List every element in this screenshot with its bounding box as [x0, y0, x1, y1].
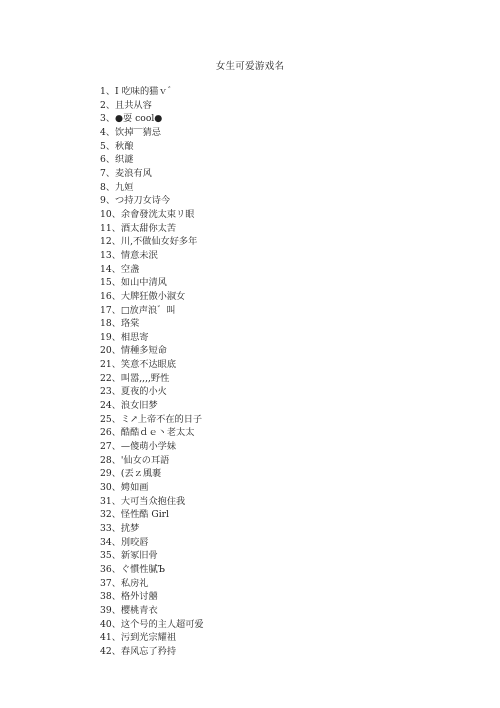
list-item: 3、●耍 cool● — [100, 113, 163, 125]
list-item: 40、这个号的主人超可爱 — [100, 618, 204, 630]
list-item: 11、酒太甜你太苦 — [100, 222, 177, 234]
list-item: 15、如山中清风 — [100, 277, 167, 289]
list-item: 33、扰梦 — [100, 523, 140, 534]
list-item: 26、酷酷ｄｅ丶老太太 — [100, 427, 195, 439]
list-item: 25、ミ↗上帝不在的日子 — [100, 413, 203, 425]
list-item: 1、I 吃味的猫ｖ゛ — [100, 86, 177, 97]
list-item: 8、九姮 — [100, 181, 134, 193]
list-item: 4、饮掉‾‾猜忌 — [100, 126, 161, 138]
list-item: 34、別咬唇 — [100, 536, 149, 548]
list-item: 29、(丟ｚ風裹 — [100, 468, 162, 480]
list-item: 2、且共从容 — [100, 99, 152, 111]
name-list — [100, 85, 204, 659]
list-item: 7、麦浪有风 — [100, 167, 152, 179]
list-item: 28、'仙女の耳語 — [100, 454, 170, 466]
list-item: 23、夏夜的小火 — [100, 386, 167, 398]
list-item: 22、叫嚣,,,,野性 — [100, 372, 170, 384]
list-item: 30、娉如画 — [100, 482, 149, 494]
list-item: 37、私房礼 — [100, 577, 149, 589]
list-item: 35、新冢旧骨 — [100, 550, 158, 562]
document-title: 女生可爱游戏名 — [215, 61, 285, 72]
list-item: 27、—傻萌小学妹 — [100, 441, 177, 453]
list-item: 32、怪性酷 Girl — [100, 509, 169, 521]
list-item: 41、污到光宗耀祖 — [100, 632, 177, 644]
list-item: 20、情種多短命 — [100, 345, 167, 357]
list-item: 18、珞棠 — [100, 318, 140, 330]
list-item: 5、秋酿 — [100, 140, 134, 152]
list-item: 14、空盏 — [100, 263, 140, 275]
list-item: 31、大可当众抱住我 — [100, 495, 186, 507]
list-item: 36、ぐ慣性膩Ъ — [100, 563, 165, 575]
list-item: 6、织謎 — [100, 154, 134, 166]
list-item: 42、春风忘了矜持 — [100, 645, 177, 657]
list-item: 19、相思寄 — [100, 331, 149, 343]
list-item: 16、大牌狂傲小淑女 — [100, 290, 186, 302]
list-item: 13、情意未泯 — [100, 249, 158, 261]
list-item: 17、□放声浪゛叫 — [100, 304, 176, 316]
list-item: 21、笑意不达眼底 — [100, 359, 177, 371]
list-item: 12、川,不做仙女好多年 — [100, 236, 198, 248]
list-item: 9、つ持刀女诗今 — [100, 195, 171, 207]
list-item: 39、樱桃青衣 — [100, 604, 158, 616]
list-item: 38、格外讨囍 — [100, 591, 158, 603]
list-item: 24、浪女旧梦 — [100, 400, 158, 412]
list-item: 10、余會發洸太束リ眼 — [100, 208, 195, 220]
